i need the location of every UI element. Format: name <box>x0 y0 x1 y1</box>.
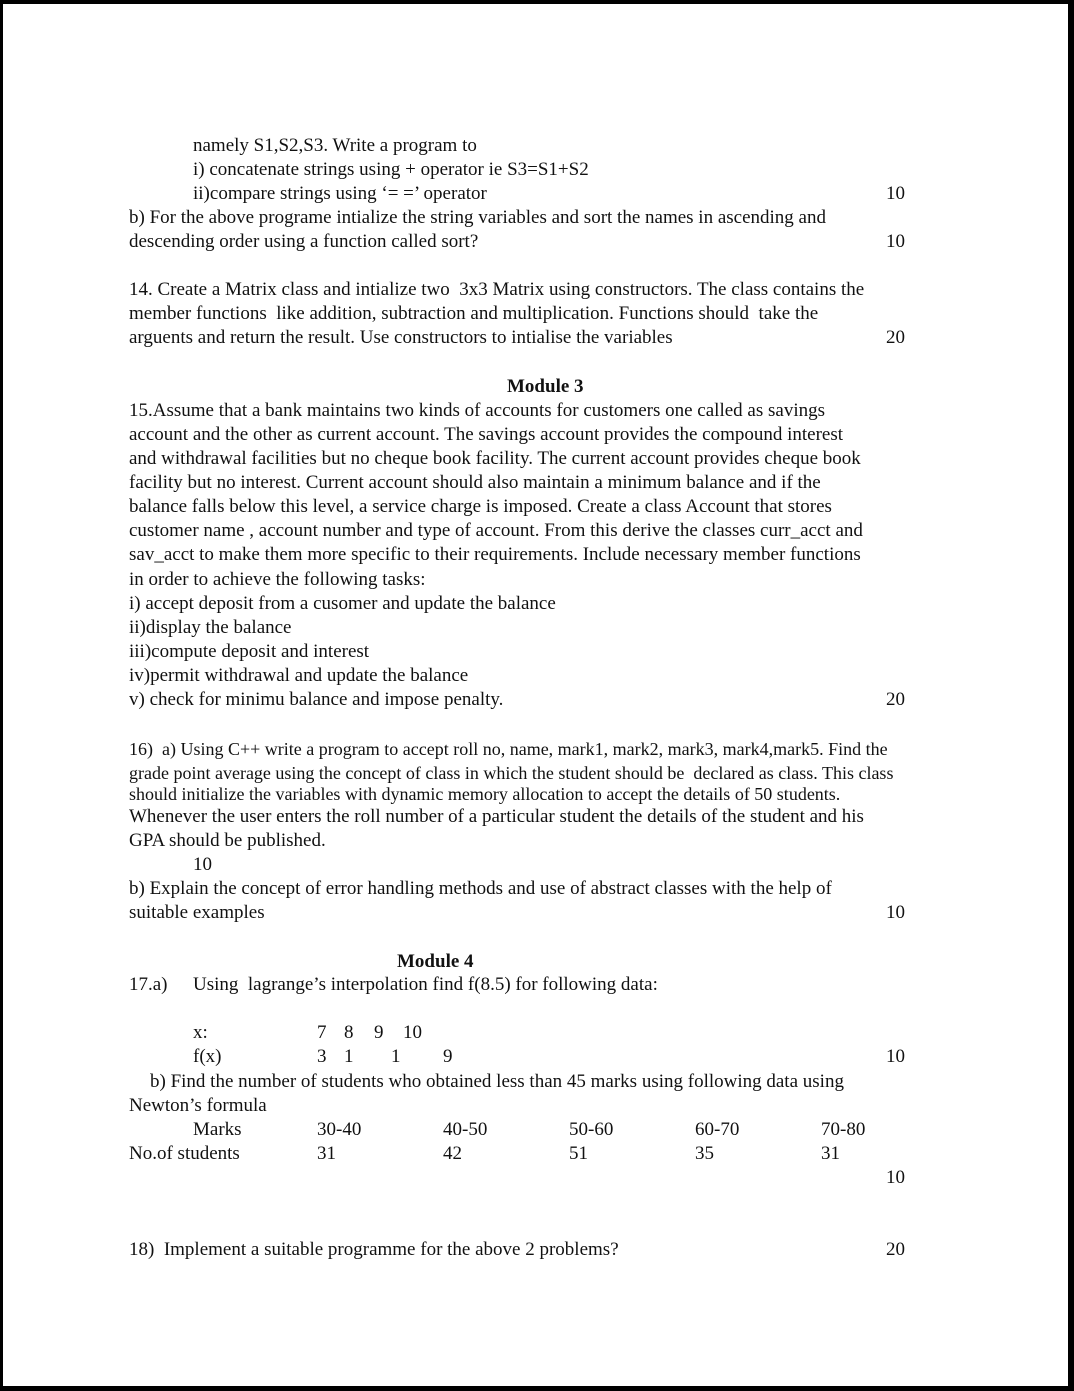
text-line: b) Explain the concept of error handling methods and use of abstract classes with the help of <box>129 878 832 899</box>
text-line: iii)compute deposit and interest <box>129 641 370 662</box>
text-line: account and the other as current account. The savings account provides the compound interest <box>129 424 844 445</box>
text-line: Using lagrange’s interpolation find f(8.5) for following data: <box>193 974 658 995</box>
cell: 50-60 <box>569 1119 614 1140</box>
cell: 70-80 <box>821 1119 866 1140</box>
text-line: v) check for minimu balance and impose penalty. <box>129 689 504 710</box>
text-line: 15.Assume that a bank maintains two kinds of accounts for customers one called as savings <box>129 400 825 421</box>
marks: 10 <box>193 854 212 875</box>
text-line: arguents and return the result. Use constructors to intialise the variables <box>129 327 673 348</box>
text-line: balance falls below this level, a service charge is imposed. Create a class Account that stores <box>129 496 832 517</box>
text-line: b) Find the number of students who obtained less than 45 marks using following data using <box>150 1071 844 1092</box>
cell: 31 <box>317 1143 336 1164</box>
cell: 40-50 <box>443 1119 488 1140</box>
row-label: x: <box>193 1022 208 1043</box>
cell: 60-70 <box>695 1119 740 1140</box>
row-label: Marks <box>193 1119 242 1140</box>
cell: 51 <box>569 1143 588 1164</box>
marks: 20 <box>886 1239 905 1260</box>
text-line: i) accept deposit from a cusomer and update the balance <box>129 593 556 614</box>
marks: 10 <box>886 183 905 204</box>
text-line: 17.a) <box>129 974 168 995</box>
text-line: ii)display the balance <box>129 617 292 638</box>
cell: 42 <box>443 1143 462 1164</box>
text-line: in order to achieve the following tasks: <box>129 569 426 590</box>
cell: 9 <box>374 1022 384 1043</box>
text-line: customer name , account number and type of account. From this derive the classes curr_acct and <box>129 520 863 541</box>
text-line: should initialize the variables with dynamic memory allocation to accept the details of 50 students. <box>129 784 841 804</box>
marks: 10 <box>886 1046 905 1067</box>
text-line: 16) a) Using C++ write a program to accept roll no, name, mark1, mark2, mark3, mark4,mark5. Find the <box>129 739 888 759</box>
marks: 10 <box>886 902 905 923</box>
text-line: iv)permit withdrawal and update the balance <box>129 665 469 686</box>
text-line: facility but no interest. Current account should also maintain a minimum balance and if the <box>129 472 821 493</box>
text-line: 14. Create a Matrix class and intialize two 3x3 Matrix using constructors. The class contains the <box>129 279 865 300</box>
cell: 9 <box>443 1046 453 1067</box>
text-line: Newton’s formula <box>129 1095 267 1116</box>
text-line: b) For the above programe intialize the string variables and sort the names in ascending and <box>129 207 826 228</box>
marks: 20 <box>886 689 905 710</box>
marks: 10 <box>886 1167 905 1188</box>
cell: 8 <box>344 1022 354 1043</box>
text-line: namely S1,S2,S3. Write a program to <box>193 135 477 156</box>
text-line: member functions like addition, subtraction and multiplication. Functions should take the <box>129 303 819 324</box>
text-line: suitable examples <box>129 902 265 923</box>
cell: 35 <box>695 1143 714 1164</box>
module-heading: Module 3 <box>507 376 584 397</box>
row-label: f(x) <box>193 1046 222 1067</box>
text-line: descending order using a function called sort? <box>129 231 479 252</box>
text-line: ii)compare strings using ‘= =’ operator <box>193 183 487 204</box>
cell: 30-40 <box>317 1119 362 1140</box>
row-label: No.of students <box>129 1143 240 1164</box>
cell: 31 <box>821 1143 840 1164</box>
cell: 7 <box>317 1022 327 1043</box>
cell: 3 <box>317 1046 327 1067</box>
marks: 10 <box>886 231 905 252</box>
text-line: Whenever the user enters the roll number of a particular student the details of the student and his <box>129 806 864 827</box>
text-line: 18) Implement a suitable programme for the above 2 problems? <box>129 1239 619 1260</box>
text-line: grade point average using the concept of class in which the student should be declared as class. This class <box>129 763 894 783</box>
module-heading: Module 4 <box>397 951 474 972</box>
cell: 10 <box>403 1022 422 1043</box>
marks: 20 <box>886 327 905 348</box>
text-line: i) concatenate strings using + operator ie S3=S1+S2 <box>193 159 589 180</box>
cell: 1 <box>391 1046 401 1067</box>
text-line: sav_acct to make them more specific to their requirements. Include necessary member functions <box>129 544 861 565</box>
text-line: and withdrawal facilities but no cheque book facility. The current account provides cheque book <box>129 448 861 469</box>
text-line: GPA should be published. <box>129 830 326 851</box>
cell: 1 <box>344 1046 354 1067</box>
